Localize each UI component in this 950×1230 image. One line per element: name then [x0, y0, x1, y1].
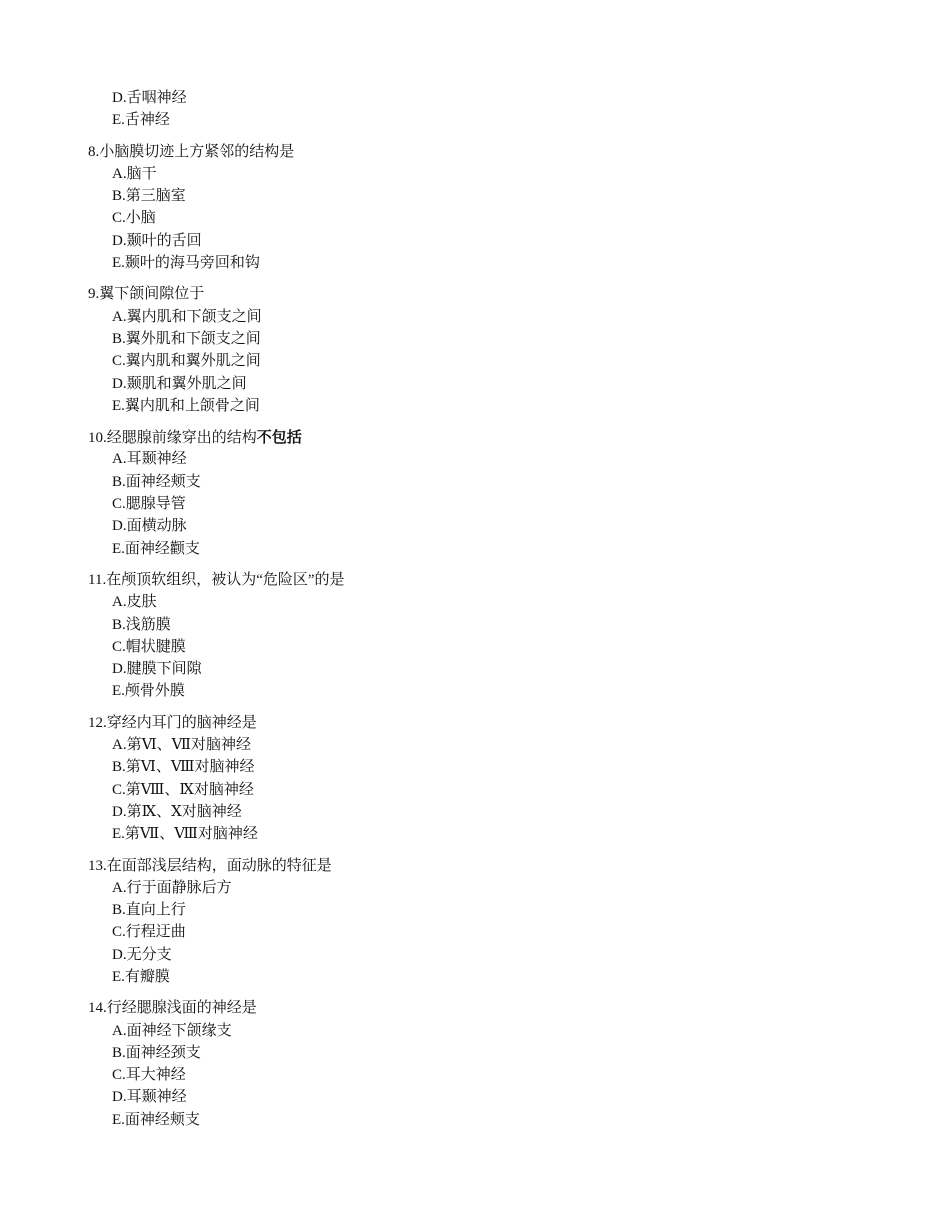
option-letter: E. — [112, 255, 125, 272]
option-a — [88, 306, 908, 328]
option-d — [88, 87, 908, 109]
option-b — [88, 1042, 908, 1064]
option-letter: D. — [112, 1089, 127, 1106]
option-letter: C. — [112, 353, 126, 370]
option-letter: E. — [112, 1111, 125, 1128]
option-b — [88, 756, 908, 778]
option-d — [88, 230, 908, 252]
option-letter: C. — [112, 638, 126, 655]
question-9 — [88, 283, 908, 417]
option-text: 小脑 — [125, 210, 156, 227]
option-letter: B. — [112, 473, 126, 490]
option-letter: C. — [112, 781, 126, 798]
option-letter: D. — [112, 661, 127, 678]
option-a — [88, 877, 908, 899]
option-letter: A. — [112, 165, 127, 182]
option-c — [88, 493, 908, 515]
option-b — [88, 185, 908, 207]
question-stem — [88, 712, 908, 734]
option-c — [88, 207, 908, 229]
option-e — [88, 109, 908, 131]
option-letter: E. — [112, 397, 125, 414]
question-stem — [88, 997, 908, 1019]
option-d — [88, 515, 908, 537]
option-a — [88, 1020, 908, 1042]
option-text: 翼外肌和下颌支之间 — [125, 330, 261, 347]
question-stem — [88, 855, 908, 877]
question-text: 小脑膜切迹上方紧邻的结构是 — [99, 143, 295, 160]
option-letter: A. — [112, 451, 127, 468]
option-d — [88, 1086, 908, 1108]
option-text: 行程迂曲 — [125, 924, 186, 941]
option-b — [88, 899, 908, 921]
option-c — [88, 779, 908, 801]
option-text: 浅筋膜 — [125, 616, 171, 633]
option-e — [88, 1109, 908, 1131]
option-text: 面神经颧支 — [124, 540, 200, 557]
option-e — [88, 823, 908, 845]
option-letter: E. — [112, 683, 125, 700]
option-d — [88, 944, 908, 966]
option-e — [88, 395, 908, 417]
option-text: 有瓣膜 — [124, 968, 170, 985]
question-number: 12. — [88, 714, 107, 731]
option-text: 第Ⅵ、Ⅶ对脑神经 — [126, 737, 252, 754]
option-letter: C. — [112, 1067, 126, 1084]
option-text: 耳大神经 — [125, 1067, 186, 1084]
option-e — [88, 966, 908, 988]
option-d — [88, 801, 908, 823]
option-text: 颞肌和翼外肌之间 — [126, 375, 247, 392]
option-text: 腮腺导管 — [125, 496, 186, 513]
option-letter: A. — [112, 737, 127, 754]
option-letter: B. — [112, 1044, 126, 1061]
option-text: 面神经颈支 — [125, 1044, 201, 1061]
option-text: 第Ⅶ、Ⅷ对脑神经 — [124, 826, 258, 843]
option-text: 翼内肌和上颌骨之间 — [124, 397, 260, 414]
option-text: 皮肤 — [126, 594, 157, 611]
question-stem — [88, 569, 908, 591]
option-text: 舌咽神经 — [126, 90, 187, 106]
option-letter: D. — [112, 803, 127, 820]
question-stem — [88, 426, 908, 448]
option-letter: E. — [112, 826, 125, 843]
option-letter: A. — [112, 308, 127, 325]
option-text: 颞叶的海马旁回和钩 — [124, 255, 260, 272]
option-text: 颞叶的舌回 — [126, 232, 202, 249]
option-text: 行于面静脉后方 — [126, 879, 232, 896]
question-number: 10. — [88, 430, 107, 447]
option-letter: D. — [112, 518, 127, 535]
option-letter: A. — [112, 594, 127, 611]
option-text: 面横动脉 — [126, 518, 187, 535]
option-a — [88, 734, 908, 756]
option-letter: C. — [112, 496, 126, 513]
question-text: 在面部浅层结构，面动脉的特征是 — [106, 857, 332, 874]
option-b — [88, 614, 908, 636]
option-text: 第Ⅵ、Ⅷ对脑神经 — [125, 759, 255, 776]
option-text: 面神经颊支 — [124, 1111, 200, 1128]
question-13 — [88, 855, 908, 989]
option-c — [88, 350, 908, 372]
question-text: 行经腮腺浅面的神经是 — [106, 1000, 257, 1017]
option-text: 腱膜下间隙 — [126, 661, 202, 678]
question-stem — [88, 283, 908, 305]
question-10 — [88, 426, 908, 560]
option-text: 舌神经 — [124, 112, 170, 129]
option-letter: E. — [112, 112, 125, 129]
continued-options — [88, 87, 908, 132]
question-number: 9. — [88, 286, 100, 303]
option-letter: A. — [112, 879, 127, 896]
option-letter: D. — [112, 90, 127, 106]
question-text: 经腮腺前缘穿出的结构 — [106, 430, 257, 447]
question-number: 13. — [88, 857, 107, 874]
question-11 — [88, 569, 908, 703]
option-text: 无分支 — [126, 946, 172, 963]
option-d — [88, 373, 908, 395]
option-a — [88, 163, 908, 185]
question-14 — [88, 997, 908, 1131]
question-text: 穿经内耳门的脑神经是 — [106, 714, 257, 731]
option-letter: B. — [112, 330, 126, 347]
option-letter: D. — [112, 375, 127, 392]
question-stem — [88, 141, 908, 163]
option-letter: D. — [112, 946, 127, 963]
option-text: 颅骨外膜 — [124, 683, 185, 700]
option-text: 翼内肌和翼外肌之间 — [125, 353, 261, 370]
question-list — [88, 87, 908, 1131]
option-letter: B. — [112, 616, 126, 633]
option-letter: A. — [112, 1022, 127, 1039]
question-emphasis: 不包括 — [256, 428, 302, 447]
option-e — [88, 252, 908, 274]
option-text: 第Ⅷ、Ⅸ对脑神经 — [125, 781, 254, 798]
option-b — [88, 328, 908, 350]
question-number: 8. — [88, 143, 100, 160]
question-text: 在颅顶软组织，被认为“危险区”的是 — [106, 571, 345, 588]
option-c — [88, 921, 908, 943]
option-c — [88, 636, 908, 658]
option-text: 耳颞神经 — [126, 1089, 187, 1106]
option-letter: E. — [112, 540, 125, 557]
option-text: 帽状腱膜 — [125, 638, 186, 655]
option-letter: D. — [112, 232, 127, 249]
option-text: 第三脑室 — [125, 188, 186, 205]
option-text: 直向上行 — [125, 902, 186, 919]
option-a — [88, 448, 908, 470]
option-letter: B. — [112, 902, 126, 919]
question-12 — [88, 712, 908, 846]
option-text: 第Ⅸ、Ⅹ对脑神经 — [126, 803, 242, 820]
option-text: 耳颞神经 — [126, 451, 187, 468]
option-b — [88, 471, 908, 493]
option-e — [88, 538, 908, 560]
option-c — [88, 1064, 908, 1086]
option-text: 面神经下颌缘支 — [126, 1022, 232, 1039]
question-text: 翼下颌间隙位于 — [99, 286, 205, 303]
question-number: 14. — [88, 1000, 107, 1017]
option-d — [88, 658, 908, 680]
option-text: 脑干 — [126, 165, 157, 182]
option-a — [88, 591, 908, 613]
question-8 — [88, 141, 908, 275]
option-letter: C. — [112, 924, 126, 941]
option-text: 面神经颊支 — [125, 473, 201, 490]
option-letter: B. — [112, 759, 126, 776]
option-letter: C. — [112, 210, 126, 227]
option-text: 翼内肌和下颌支之间 — [126, 308, 262, 325]
question-number: 11. — [88, 571, 107, 588]
option-e — [88, 680, 908, 702]
option-letter: E. — [112, 968, 125, 985]
option-letter: B. — [112, 188, 126, 205]
